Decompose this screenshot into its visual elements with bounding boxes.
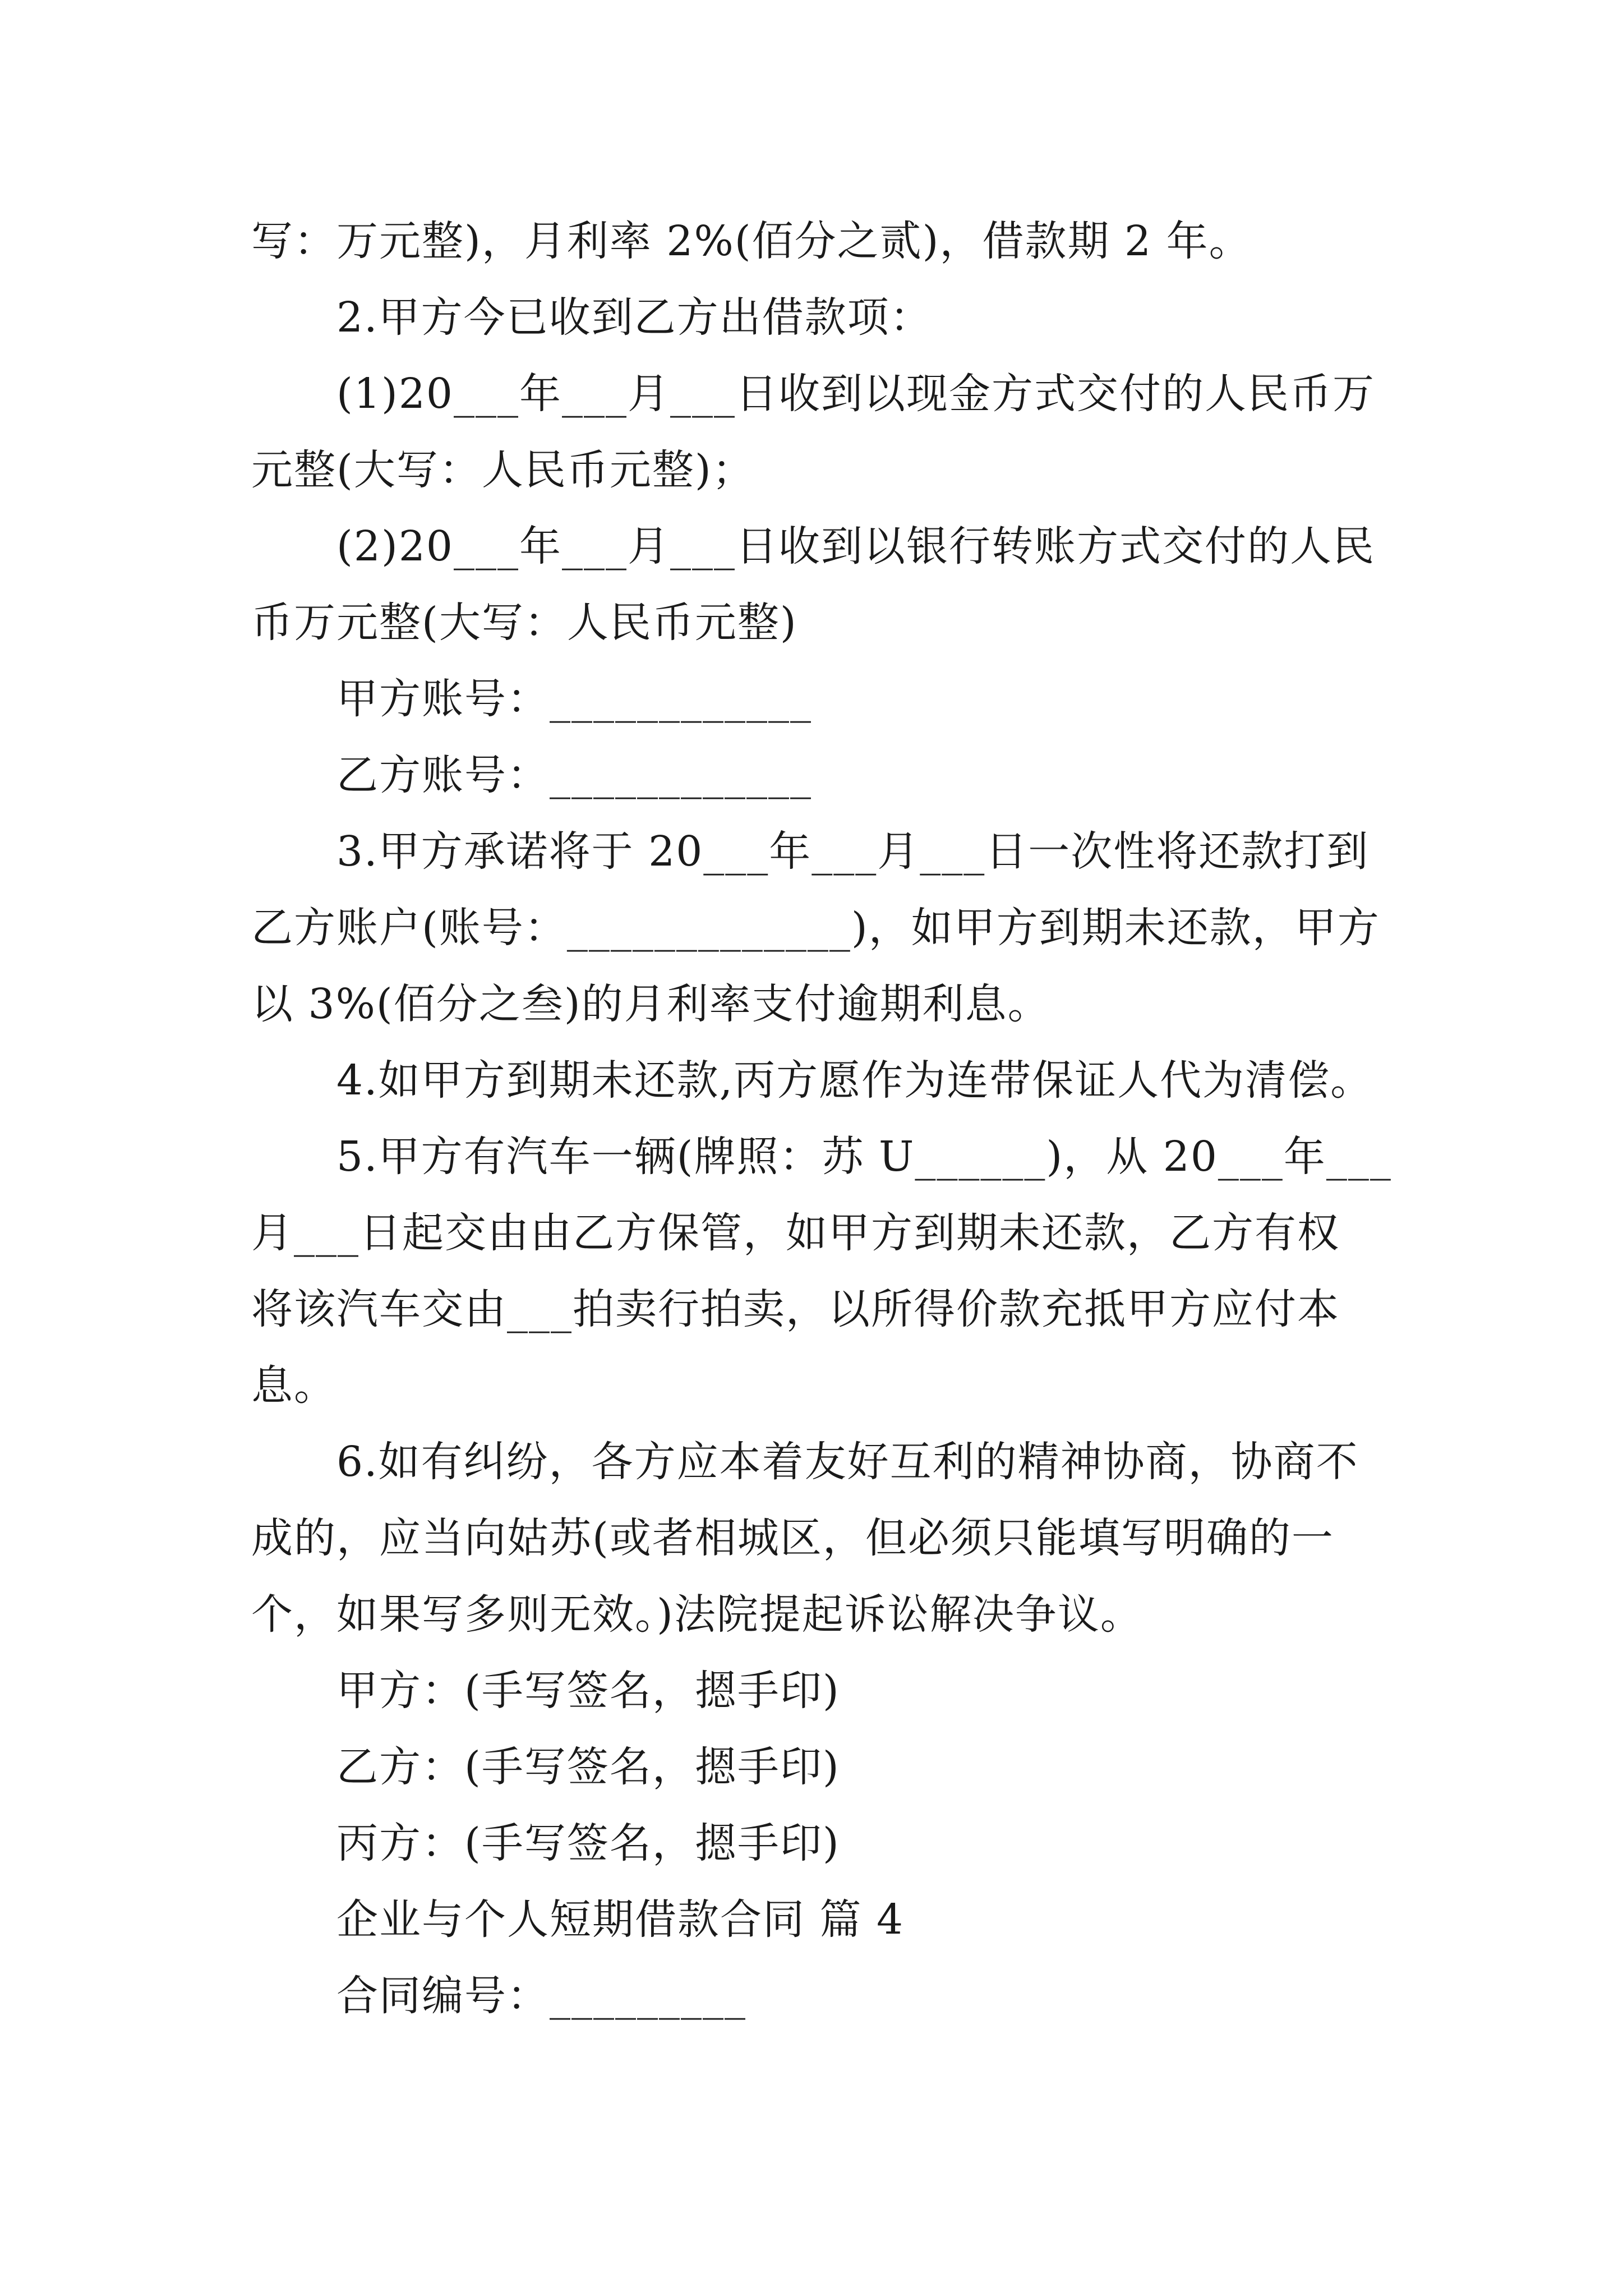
text-line: 币万元整(大写：人民币元整) [251, 599, 797, 647]
text-line: (2)20___年___月___日收到以银行转账方式交付的人民 [336, 522, 1375, 570]
account-line-party-b: 乙方账号：____________ [336, 751, 812, 799]
text-line: 月___日起交由由乙方保管，如甲方到期未还款，乙方有权 [251, 1209, 1340, 1257]
signature-line-party-a: 甲方：(手写签名，摁手印) [336, 1667, 840, 1715]
text-line: 元整(大写：人民币元整)； [251, 446, 755, 494]
text-line: 息。 [251, 1361, 336, 1410]
text-line: 6.如有纠纷，各方应本着友好互利的精神协商，协商不 [336, 1438, 1359, 1486]
text-line: 2.甲方今已收到乙方出借款项： [336, 293, 933, 342]
text-line: 个，如果写多则无效。)法院提起诉讼解决争议。 [251, 1590, 1143, 1639]
account-line-party-a: 甲方账号：____________ [336, 675, 812, 723]
signature-line-party-b: 乙方：(手写签名，摁手印) [336, 1743, 840, 1791]
text-line: 以 3%(佰分之叁)的月利率支付逾期利息。 [251, 980, 1050, 1028]
section-heading: 企业与个人短期借款合同 篇 4 [336, 1895, 905, 1944]
contract-number-line: 合同编号：_________ [336, 1972, 746, 2020]
text-line: 5.甲方有汽车一辆(牌照：苏 U______)，从 20___年___ [336, 1133, 1392, 1181]
text-line: 3.甲方承诺将于 20___年___月___日一次性将还款打到 [336, 827, 1370, 876]
text-line: 乙方账户(账号：_____________)，如甲方到期未还款，甲方 [251, 904, 1380, 952]
text-line: 写：万元整)，月利率 2%(佰分之贰)，借款期 2 年。 [251, 217, 1252, 265]
text-line: 将该汽车交由___拍卖行拍卖，以所得价款充抵甲方应付本 [251, 1285, 1340, 1333]
text-line: (1)20___年___月___日收到以现金方式交付的人民币万 [336, 370, 1375, 418]
text-line: 4.如甲方到期未还款,丙方愿作为连带保证人代为清偿。 [336, 1056, 1373, 1105]
signature-line-party-c: 丙方：(手写签名，摁手印) [336, 1819, 840, 1867]
text-line: 成的，应当向姑苏(或者相城区，但必须只能填写明确的一 [251, 1514, 1334, 1562]
